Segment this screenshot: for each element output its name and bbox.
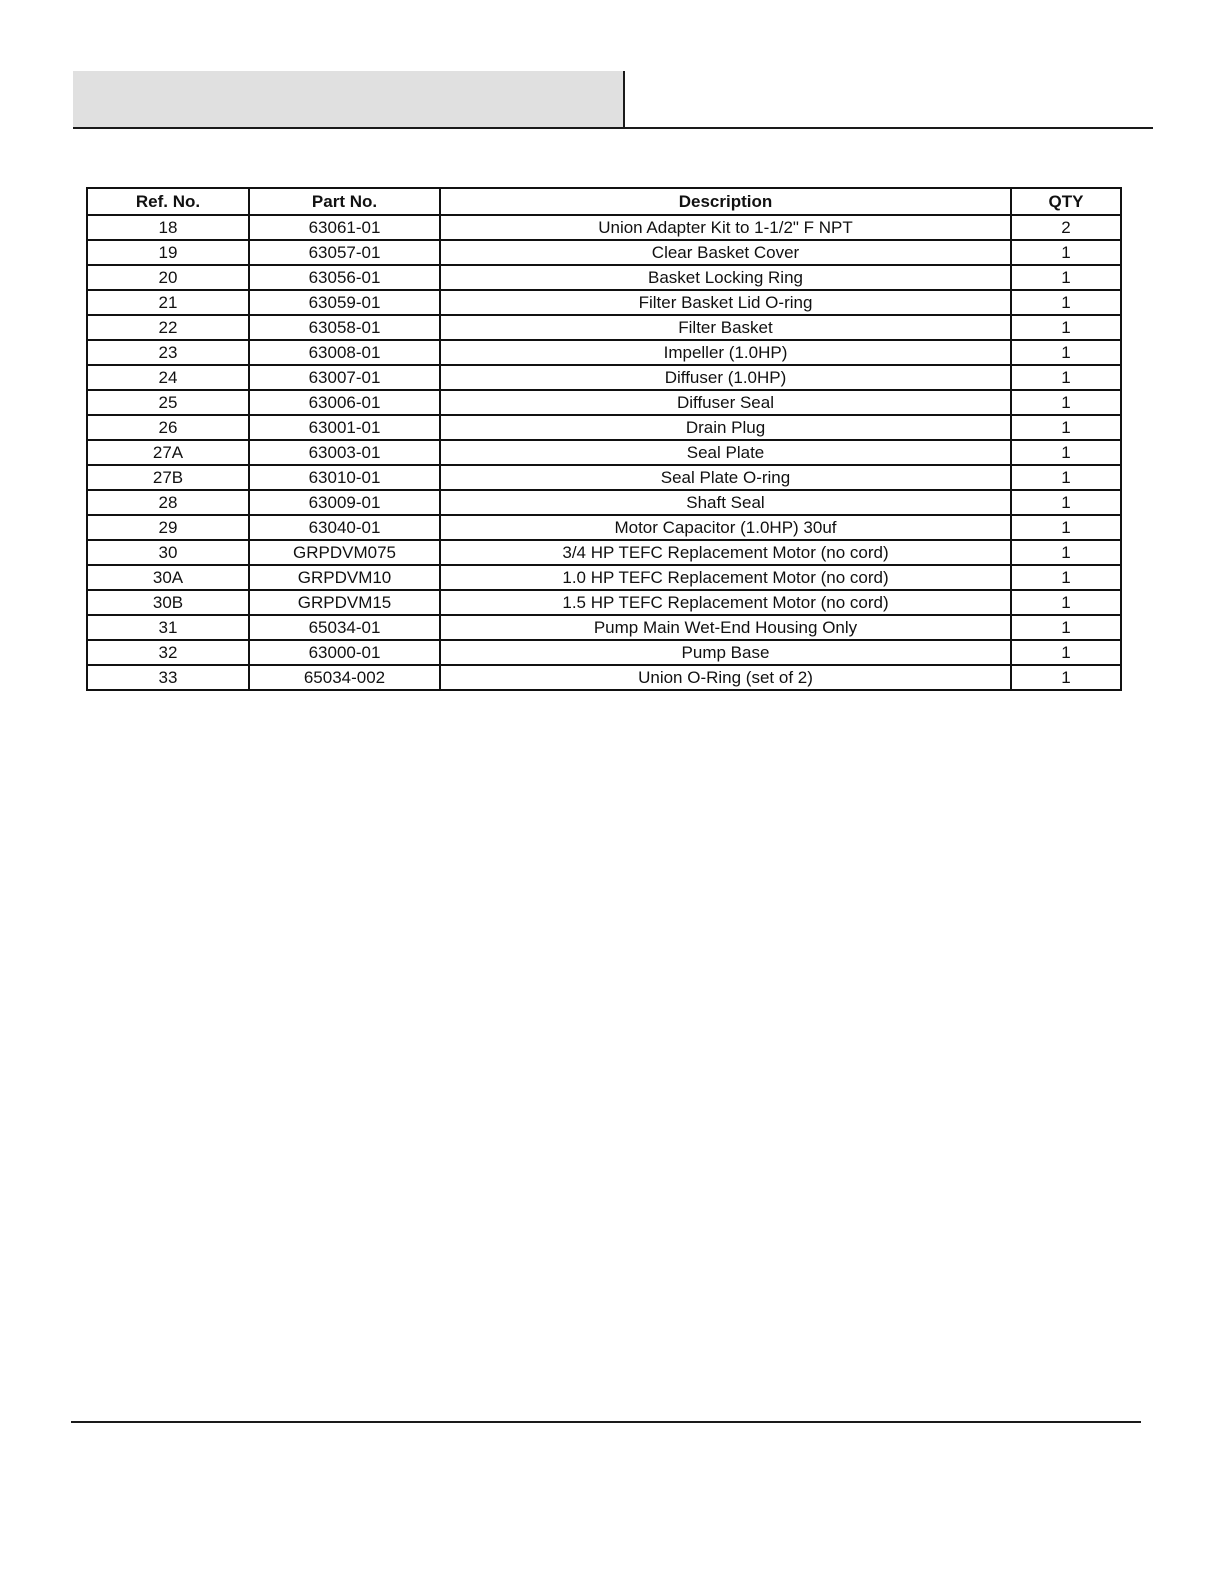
table-row (87, 265, 1121, 290)
cell-qty: 1 (1011, 640, 1121, 665)
cell-ref-no: 24 (87, 365, 249, 390)
cell-part-no: 63006-01 (249, 390, 440, 415)
cell-qty: 1 (1011, 340, 1121, 365)
table-row (87, 390, 1121, 415)
header-part-no: Part No. (249, 188, 440, 215)
cell-qty: 1 (1011, 415, 1121, 440)
cell-ref-no: 30A (87, 565, 249, 590)
cell-ref-no: 31 (87, 615, 249, 640)
cell-ref-no: 26 (87, 415, 249, 440)
cell-part-no: 63001-01 (249, 415, 440, 440)
cell-qty: 1 (1011, 390, 1121, 415)
cell-ref-no: 19 (87, 240, 249, 265)
cell-ref-no: 23 (87, 340, 249, 365)
table-row (87, 565, 1121, 590)
table-row (87, 540, 1121, 565)
cell-description: Pump Main Wet-End Housing Only (440, 615, 1011, 640)
cell-part-no: 63061-01 (249, 215, 440, 240)
cell-ref-no: 28 (87, 490, 249, 515)
table-row (87, 290, 1121, 315)
header-divider (623, 71, 625, 129)
cell-ref-no: 33 (87, 665, 249, 690)
cell-part-no: 65034-002 (249, 665, 440, 690)
cell-part-no: 63000-01 (249, 640, 440, 665)
footer-rule (71, 1421, 1141, 1423)
cell-description: 3/4 HP TEFC Replacement Motor (no cord) (440, 540, 1011, 565)
cell-ref-no: 22 (87, 315, 249, 340)
cell-ref-no: 32 (87, 640, 249, 665)
cell-description: Pump Base (440, 640, 1011, 665)
cell-ref-no: 27A (87, 440, 249, 465)
parts-table (86, 187, 1122, 691)
table-row (87, 615, 1121, 640)
table-row (87, 415, 1121, 440)
cell-qty: 1 (1011, 465, 1121, 490)
table-row (87, 365, 1121, 390)
cell-qty: 1 (1011, 540, 1121, 565)
cell-description: Motor Capacitor (1.0HP) 30uf (440, 515, 1011, 540)
header-qty: QTY (1011, 188, 1121, 215)
table-row (87, 665, 1121, 690)
cell-description: Seal Plate (440, 440, 1011, 465)
cell-qty: 1 (1011, 490, 1121, 515)
table-row (87, 465, 1121, 490)
cell-description: Diffuser (1.0HP) (440, 365, 1011, 390)
cell-qty: 1 (1011, 565, 1121, 590)
table-row (87, 340, 1121, 365)
cell-qty: 1 (1011, 665, 1121, 690)
cell-description: Seal Plate O-ring (440, 465, 1011, 490)
cell-description: Clear Basket Cover (440, 240, 1011, 265)
table-row (87, 440, 1121, 465)
header-ref-no: Ref. No. (87, 188, 249, 215)
table-row (87, 240, 1121, 265)
table-row (87, 215, 1121, 240)
cell-part-no: 63040-01 (249, 515, 440, 540)
cell-qty: 1 (1011, 440, 1121, 465)
cell-part-no: 63056-01 (249, 265, 440, 290)
cell-ref-no: 25 (87, 390, 249, 415)
cell-part-no: 63007-01 (249, 365, 440, 390)
cell-part-no: 63003-01 (249, 440, 440, 465)
cell-description: Union O-Ring (set of 2) (440, 665, 1011, 690)
cell-description: Drain Plug (440, 415, 1011, 440)
cell-description: 1.5 HP TEFC Replacement Motor (no cord) (440, 590, 1011, 615)
cell-description: Shaft Seal (440, 490, 1011, 515)
header-band (73, 71, 624, 128)
cell-ref-no: 30B (87, 590, 249, 615)
table-row (87, 640, 1121, 665)
header-description: Description (440, 188, 1011, 215)
cell-ref-no: 21 (87, 290, 249, 315)
cell-part-no: 63008-01 (249, 340, 440, 365)
cell-part-no: GRPDVM15 (249, 590, 440, 615)
table-row (87, 515, 1121, 540)
cell-part-no: 65034-01 (249, 615, 440, 640)
cell-qty: 1 (1011, 240, 1121, 265)
cell-description: 1.0 HP TEFC Replacement Motor (no cord) (440, 565, 1011, 590)
cell-ref-no: 27B (87, 465, 249, 490)
cell-description: Diffuser Seal (440, 390, 1011, 415)
cell-description: Basket Locking Ring (440, 265, 1011, 290)
table-row (87, 315, 1121, 340)
cell-part-no: 63059-01 (249, 290, 440, 315)
parts-table-body (87, 215, 1121, 690)
cell-part-no: 63057-01 (249, 240, 440, 265)
cell-qty: 1 (1011, 290, 1121, 315)
cell-ref-no: 30 (87, 540, 249, 565)
cell-qty: 1 (1011, 515, 1121, 540)
cell-qty: 2 (1011, 215, 1121, 240)
cell-description: Filter Basket (440, 315, 1011, 340)
table-header-row (87, 188, 1121, 215)
cell-part-no: 63010-01 (249, 465, 440, 490)
cell-ref-no: 20 (87, 265, 249, 290)
cell-part-no: GRPDVM10 (249, 565, 440, 590)
cell-ref-no: 29 (87, 515, 249, 540)
cell-qty: 1 (1011, 315, 1121, 340)
cell-part-no: 63009-01 (249, 490, 440, 515)
cell-qty: 1 (1011, 265, 1121, 290)
cell-qty: 1 (1011, 365, 1121, 390)
table-row (87, 590, 1121, 615)
cell-qty: 1 (1011, 615, 1121, 640)
table-row (87, 490, 1121, 515)
cell-part-no: GRPDVM075 (249, 540, 440, 565)
cell-ref-no: 18 (87, 215, 249, 240)
header-rule (73, 127, 1153, 129)
cell-qty: 1 (1011, 590, 1121, 615)
cell-description: Impeller (1.0HP) (440, 340, 1011, 365)
cell-part-no: 63058-01 (249, 315, 440, 340)
cell-description: Union Adapter Kit to 1-1/2" F NPT (440, 215, 1011, 240)
cell-description: Filter Basket Lid O-ring (440, 290, 1011, 315)
